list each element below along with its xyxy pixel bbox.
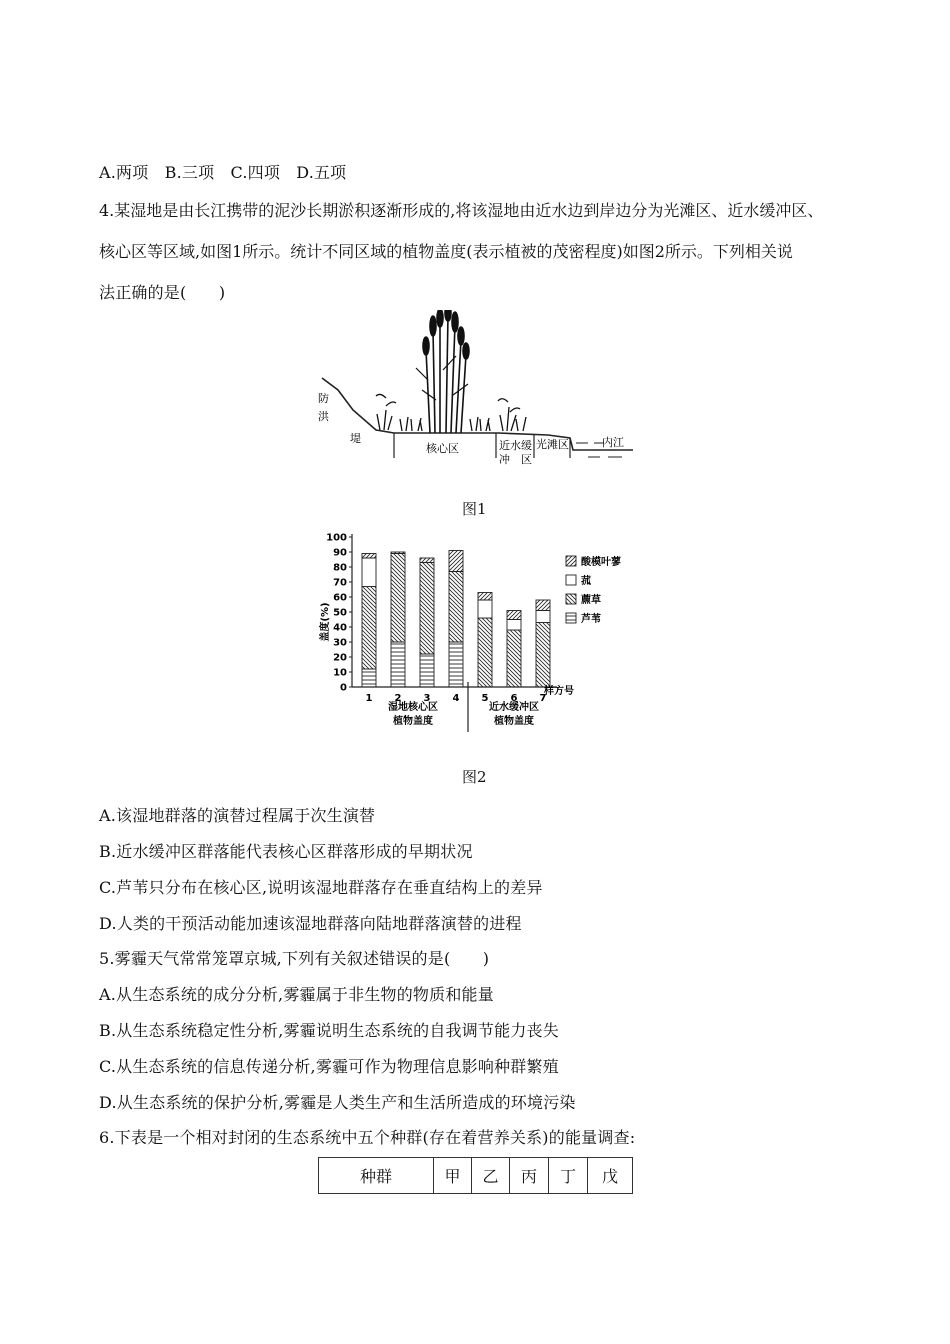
bar-segment-菰 (478, 600, 492, 618)
q4-stem-line1: 4.某湿地是由长江携带的泥沙长期淤积逐渐形成的,将该湿地由近水边到岸边分为光滩区、近水缓冲区、 (99, 201, 824, 220)
q3-options: A.两项 B.三项 C.四项 D.五项 (99, 163, 347, 182)
bar-segment-藨草 (507, 630, 521, 687)
legend-swatch (566, 613, 576, 623)
q5-option-d: D.从生态系统的保护分析,雾霾是人类生产和生活所造成的环境污染 (99, 1093, 576, 1112)
x-tick-label: 4 (452, 693, 460, 704)
x-tick-label: 7 (539, 693, 547, 704)
bar-segment-藨草 (449, 572, 463, 643)
legend-swatch (566, 575, 576, 585)
bar-segment-藨草 (362, 587, 376, 670)
y-tick-label: 30 (333, 637, 347, 649)
core-zone-label: 核心区 (426, 442, 459, 455)
y-tick-label: 10 (333, 667, 347, 679)
q4-stem-line3: 法正确的是( ) (99, 283, 226, 302)
bar-segment-藨草 (420, 563, 434, 655)
table-header-cell: 乙 (472, 1158, 510, 1194)
figure-1-caption: 图1 (462, 500, 487, 518)
q5-option-b: B.从生态系统稳定性分析,雾霾说明生态系统的自我调节能力丧失 (99, 1021, 559, 1040)
bar-segment-藨草 (536, 623, 550, 688)
table-header-cell: 甲 (434, 1158, 472, 1194)
bar-segment-酸模叶蓼 (391, 552, 405, 554)
river-label: 内江 (602, 436, 624, 449)
bar-segment-酸模叶蓼 (536, 600, 550, 611)
q4-stem-line2: 核心区等区域,如图1所示。统计不同区域的植物盖度(表示植被的茂密程度)如图2所示。下列相关说 (99, 242, 793, 261)
y-tick-label: 80 (333, 562, 347, 574)
legend-label: 菰 (581, 576, 591, 587)
bar-segment-藨草 (391, 554, 405, 643)
x-tick-label: 2 (394, 693, 402, 704)
x-axis-title: 样方号 (544, 686, 574, 697)
q5-option-c: C.从生态系统的信息传递分析,雾霾可作为物理信息影响种群繁殖 (99, 1057, 559, 1076)
y-tick-label: 50 (333, 607, 347, 619)
reed-plants (416, 310, 469, 433)
table-header-cell: 戊 (588, 1158, 633, 1194)
q4-option-c: C.芦苇只分布在核心区,说明该湿地群落存在垂直结构上的差异 (99, 878, 543, 897)
buffer-zone-label-2: 冲 区 (499, 453, 532, 465)
bar-segment-芦苇 (449, 642, 463, 687)
group1-label-line1: 湿地核心区 (388, 702, 438, 713)
table-header-row (319, 1158, 633, 1194)
x-tick-label: 1 (365, 693, 373, 704)
bar-segment-芦苇 (362, 669, 376, 687)
dike-label-2: 洪 (318, 410, 329, 423)
q5-stem: 5.雾霾天气常常笼罩京城,下列有关叙述错误的是( ) (99, 949, 490, 968)
table-header-cell: 种群 (319, 1158, 434, 1194)
y-tick-label: 20 (333, 652, 347, 664)
y-axis-title: 盖度(%) (320, 602, 331, 642)
q5-option-a: A.从生态系统的成分分析,雾霾属于非生物的物质和能量 (99, 985, 494, 1004)
table-header-cell: 丙 (510, 1158, 549, 1194)
q4-option-b: B.近水缓冲区群落能代表核心区群落形成的早期状况 (99, 842, 473, 861)
x-tick-label: 6 (510, 693, 518, 704)
y-tick-label: 90 (333, 547, 347, 559)
dike-label-1: 防 (318, 392, 329, 405)
vegetation-cover-chart (318, 522, 638, 740)
flat-zone-label: 光滩区 (536, 438, 569, 451)
bar-segment-芦苇 (391, 642, 405, 687)
group2-label-line1: 近水缓冲区 (489, 702, 539, 713)
legend-label: 酸模叶蓼 (581, 557, 621, 568)
bar-segment-酸模叶蓼 (362, 554, 376, 559)
legend-label: 芦苇 (581, 614, 601, 625)
legend-label: 藨草 (581, 595, 601, 606)
buffer-zone-label-1: 近水缓 (499, 439, 532, 452)
q4-option-a: A.该湿地群落的演替过程属于次生演替 (99, 806, 376, 825)
q4-option-d: D.人类的干预活动能加速该湿地群落向陆地群落演替的进程 (99, 914, 522, 933)
population-energy-table (318, 1157, 633, 1194)
figure-2-caption: 图2 (462, 768, 487, 786)
bar-segment-芦苇 (420, 654, 434, 687)
bar-segment-藨草 (478, 618, 492, 687)
group2-label-line2: 植物盖度 (494, 716, 534, 727)
table-header-cell: 丁 (549, 1158, 588, 1194)
legend-swatch (566, 594, 576, 604)
legend-swatch (566, 556, 576, 566)
bar-segment-菰 (507, 620, 521, 631)
group1-label-line2: 植物盖度 (393, 716, 433, 727)
q6-stem: 6.下表是一个相对封闭的生态系统中五个种群(存在着营养关系)的能量调查: (99, 1128, 636, 1147)
x-tick-label: 3 (423, 693, 431, 704)
y-tick-label: 100 (326, 532, 347, 544)
y-tick-label: 40 (333, 622, 347, 634)
bar-segment-酸模叶蓼 (420, 558, 434, 563)
wetland-cross-section-figure (318, 310, 638, 465)
dike-label-3: 堤 (350, 432, 361, 445)
bar-segment-酸模叶蓼 (478, 593, 492, 601)
x-tick-label: 5 (481, 693, 489, 704)
bar-segment-菰 (362, 558, 376, 587)
bar-segment-酸模叶蓼 (507, 611, 521, 620)
y-tick-label: 70 (333, 577, 347, 589)
bar-segment-菰 (536, 611, 550, 623)
y-tick-label: 60 (333, 592, 347, 604)
bar-segment-酸模叶蓼 (449, 551, 463, 572)
y-tick-label: 0 (340, 682, 347, 694)
